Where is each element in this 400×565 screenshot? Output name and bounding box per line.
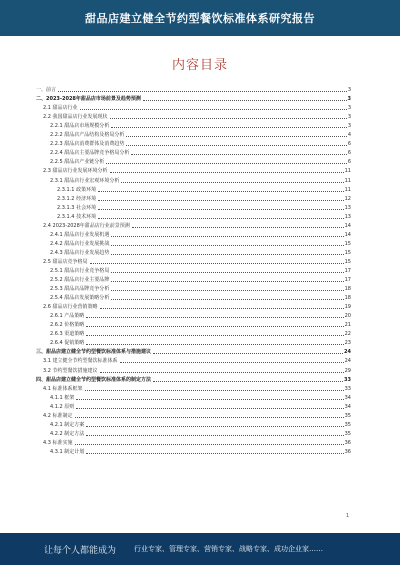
toc-entry[interactable] <box>36 165 351 174</box>
toc-entry[interactable] <box>36 147 351 156</box>
toc-entry-label: 四、甜品店建立健全节约型餐饮标准体系的制定方法 <box>36 376 152 383</box>
toc-entry-page: 21 <box>344 322 351 329</box>
toc-entry-label: 2.3.1.1 政策环境 <box>57 186 97 193</box>
toc-leader-dots <box>110 172 344 173</box>
toc-entry-label: 三、甜品店建立健全节约型餐饮标准体系与措施建议 <box>36 349 152 356</box>
toc-entry[interactable] <box>36 310 351 319</box>
toc-entry-label: 2.5.2 甜品店行业主要品牌 <box>50 277 110 284</box>
toc-leader-dots <box>120 362 344 363</box>
toc-entry[interactable] <box>36 410 351 419</box>
toc-entry-label: 3.1 建立健全节约型餐饮标准体系 <box>43 358 118 365</box>
toc-leader-dots <box>111 254 343 255</box>
toc-leader-dots <box>98 191 344 192</box>
toc-entry-page: 33 <box>344 376 351 383</box>
toc-entry-label: 2.3 甜品店行业发展环境分析 <box>43 168 108 175</box>
toc-leader-dots <box>76 399 343 400</box>
toc-entry-label: 2.2.5 甜品店产业链分析 <box>50 159 105 166</box>
toc-entry-label: 一、前言 <box>36 87 57 94</box>
toc-leader-dots <box>111 272 343 273</box>
toc-entry[interactable] <box>36 111 351 120</box>
toc-entry[interactable] <box>36 174 351 183</box>
toc-entry[interactable] <box>36 355 351 364</box>
toc-entry-page: 24 <box>344 349 351 356</box>
toc-entry-label: 4.1.2 原则 <box>50 403 75 410</box>
toc-entry[interactable] <box>36 374 351 383</box>
toc-entry[interactable] <box>36 265 351 274</box>
toc-entry-page: 35 <box>344 412 351 419</box>
toc-entry[interactable] <box>36 337 351 346</box>
footer-tagline: 行业专家、管理专家、营销专家、战略专家、成功企业家…… <box>134 545 324 553</box>
toc-entry-label: 2.6.4 促销策略 <box>50 340 85 347</box>
toc-entry-label: 2.3.1.4 技术环境 <box>57 213 97 220</box>
toc-leader-dots <box>86 435 343 436</box>
toc-leader-dots <box>111 127 346 128</box>
toc-entry-page: 35 <box>344 421 351 428</box>
toc-entry-label: 2.3.1.3 社会环境 <box>57 204 97 211</box>
toc-entry-label: 2.4 2023-2028年甜品店行业前景预测 <box>43 222 130 229</box>
toc-entry-page: 12 <box>344 195 351 202</box>
toc-leader-dots <box>132 227 344 228</box>
toc-entry-label: 2.3.1 甜品店行业宏观环境分析 <box>50 177 120 184</box>
toc-leader-dots <box>98 200 344 201</box>
table-of-contents <box>36 84 351 455</box>
toc-entry-page: 3 <box>347 96 351 103</box>
toc-entry[interactable] <box>36 401 351 410</box>
toc-entry-label: 4.1 标准体系框架 <box>43 385 83 392</box>
toc-entry[interactable] <box>36 93 351 102</box>
toc-entry-page: 35 <box>344 430 351 437</box>
toc-entry-page: 24 <box>344 358 351 365</box>
toc-leader-dots <box>86 453 343 454</box>
toc-entry-page: 6 <box>347 141 351 148</box>
toc-entry-page: 36 <box>344 448 351 455</box>
toc-leader-dots <box>100 308 344 309</box>
toc-leader-dots <box>126 145 346 146</box>
toc-leader-dots <box>86 326 343 327</box>
toc-leader-dots <box>86 317 343 318</box>
toc-entry-label: 2.6.3 渠道策略 <box>50 331 85 338</box>
toc-entry-label: 2.6 甜品店行业营销策略 <box>43 304 98 311</box>
toc-leader-dots <box>111 281 343 282</box>
toc-entry[interactable] <box>36 120 351 129</box>
toc-entry[interactable] <box>36 193 351 202</box>
toc-entry-label: 2.5.4 甜品店发展策略分析 <box>50 295 110 302</box>
toc-entry-label: 2.5.3 甜品店品牌竞争分析 <box>50 286 110 293</box>
toc-entry-label: 2.2.1 甜品店市场规模分析 <box>50 123 110 130</box>
toc-entry-label: 2.2.2 甜品店产品结构及格局分析 <box>50 132 125 139</box>
toc-entry-page: 22 <box>344 331 351 338</box>
toc-leader-dots <box>58 91 347 92</box>
toc-entry-page: 14 <box>344 222 351 229</box>
toc-leader-dots <box>143 100 347 101</box>
toc-leader-dots <box>98 209 344 210</box>
toc-entry-page: 3 <box>347 114 351 121</box>
toc-entry-page: 4 <box>347 132 351 139</box>
toc-entry-page: 19 <box>344 304 351 311</box>
toc-entry-label: 2.4.2 甜品店行业发展挑战 <box>50 240 110 247</box>
toc-entry[interactable] <box>36 364 351 373</box>
toc-entry-label: 2.6.2 价格策略 <box>50 322 85 329</box>
document-footer <box>0 533 400 565</box>
toc-entry-page: 15 <box>344 240 351 247</box>
toc-entry[interactable] <box>36 301 351 310</box>
toc-entry-page: 11 <box>344 177 351 184</box>
toc-entry[interactable] <box>36 220 351 229</box>
toc-entry[interactable] <box>36 292 351 301</box>
toc-leader-dots <box>111 299 343 300</box>
toc-entry[interactable] <box>36 211 351 220</box>
toc-entry-page: 6 <box>347 159 351 166</box>
toc-leader-dots <box>111 290 343 291</box>
toc-entry-label: 4.3.1 制定计划 <box>50 448 85 455</box>
toc-entry[interactable] <box>36 102 351 111</box>
toc-entry-page: 11 <box>344 168 351 175</box>
toc-leader-dots <box>90 263 344 264</box>
toc-entry[interactable] <box>36 319 351 328</box>
toc-leader-dots <box>100 372 344 373</box>
toc-leader-dots <box>85 390 344 391</box>
toc-leader-dots <box>86 426 343 427</box>
toc-entry[interactable] <box>36 419 351 428</box>
toc-entry-page: 36 <box>344 439 351 446</box>
toc-leader-dots <box>80 109 347 110</box>
toc-entry-label: 2.1 甜品店行业 <box>43 105 78 112</box>
toc-entry[interactable] <box>36 328 351 337</box>
toc-entry-page: 11 <box>344 186 351 193</box>
toc-leader-dots <box>106 163 347 164</box>
toc-entry[interactable] <box>36 129 351 138</box>
toc-leader-dots <box>75 417 344 418</box>
toc-entry-label: 4.1.1 框架 <box>50 394 75 401</box>
toc-entry[interactable] <box>36 283 351 292</box>
toc-leader-dots <box>86 344 343 345</box>
toc-entry[interactable] <box>36 392 351 401</box>
toc-entry[interactable] <box>36 184 351 193</box>
toc-entry-page: 18 <box>344 295 351 302</box>
toc-entry[interactable] <box>36 256 351 265</box>
toc-entry[interactable] <box>36 229 351 238</box>
toc-entry-label: 2.2.3 甜品店消费群体及消费趋势 <box>50 141 125 148</box>
toc-entry-label: 2.4.3 甜品店行业发展趋势 <box>50 249 110 256</box>
toc-entry-label: 2.4.1 甜品店行业发展机遇 <box>50 231 110 238</box>
toc-entry-label: 2.5 甜品店竞争格局 <box>43 258 88 265</box>
toc-entry[interactable] <box>36 383 351 392</box>
toc-entry-label: 3.2 节约型餐饮措施建议 <box>43 367 98 374</box>
toc-entry-label: 2.2 我国甜品店行业发展现状 <box>43 114 108 121</box>
toc-entry-label: 4.2.2 制定方法 <box>50 430 85 437</box>
toc-entry-label: 4.2.1 制定方案 <box>50 421 85 428</box>
toc-entry-page: 3 <box>347 123 351 130</box>
toc-entry-page: 17 <box>344 277 351 284</box>
toc-entry-page: 14 <box>344 231 351 238</box>
toc-entry-page: 13 <box>344 204 351 211</box>
toc-leader-dots <box>75 444 344 445</box>
toc-entry-label: 2.2.4 甜品店主要品牌竞争格局分析 <box>50 150 130 157</box>
toc-leader-dots <box>153 381 343 382</box>
toc-entry[interactable] <box>36 84 351 93</box>
toc-entry[interactable] <box>36 274 351 283</box>
footer-slogan: 让每个人都能成为 <box>44 545 117 556</box>
toc-entry-page: 34 <box>344 394 351 401</box>
document-title: 甜品店建立健全节约型餐饮标准体系研究报告 <box>85 12 315 25</box>
toc-entry-page: 18 <box>344 286 351 293</box>
toc-leader-dots <box>98 218 344 219</box>
toc-leader-dots <box>111 245 343 246</box>
toc-entry-page: 3 <box>347 87 351 94</box>
toc-entry[interactable] <box>36 202 351 211</box>
toc-entry[interactable] <box>36 428 351 437</box>
toc-leader-dots <box>153 353 343 354</box>
toc-entry-page: 6 <box>347 150 351 157</box>
toc-entry[interactable] <box>36 138 351 147</box>
page-number: 1 <box>346 513 350 519</box>
toc-entry[interactable] <box>36 247 351 256</box>
toc-entry-page: 23 <box>344 340 351 347</box>
toc-entry-page: 34 <box>344 403 351 410</box>
toc-entry-label: 二、2023-2028年甜品店市场前景及趋势预测 <box>36 96 141 103</box>
toc-leader-dots <box>111 236 343 237</box>
toc-leader-dots <box>131 154 346 155</box>
toc-entry-page: 3 <box>347 105 351 112</box>
toc-entry[interactable] <box>36 446 351 455</box>
toc-entry-page: 20 <box>344 313 351 320</box>
toc-entry-label: 2.6.1 产品策略 <box>50 313 85 320</box>
toc-entry-page: 15 <box>344 249 351 256</box>
toc-entry-label: 4.3 标准实施 <box>43 439 73 446</box>
toc-entry-label: 2.5.1 甜品店行业竞争格局 <box>50 267 110 274</box>
toc-entry-label: 2.3.1.2 经济环境 <box>57 195 97 202</box>
toc-entry-page: 13 <box>344 213 351 220</box>
toc-leader-dots <box>110 118 347 119</box>
toc-entry[interactable] <box>36 156 351 165</box>
toc-entry[interactable] <box>36 437 351 446</box>
toc-entry-page: 15 <box>344 258 351 265</box>
toc-entry[interactable] <box>36 346 351 355</box>
toc-entry-page: 29 <box>344 367 351 374</box>
toc-heading: 内容目录 <box>171 58 228 73</box>
toc-entry-page: 17 <box>344 267 351 274</box>
toc-entry-page: 33 <box>344 385 351 392</box>
toc-leader-dots <box>76 408 343 409</box>
toc-leader-dots <box>126 136 346 137</box>
document-header <box>0 0 400 36</box>
toc-entry[interactable] <box>36 238 351 247</box>
toc-entry-label: 4.2 标准制定 <box>43 412 73 419</box>
toc-leader-dots <box>86 335 343 336</box>
toc-leader-dots <box>121 182 343 183</box>
